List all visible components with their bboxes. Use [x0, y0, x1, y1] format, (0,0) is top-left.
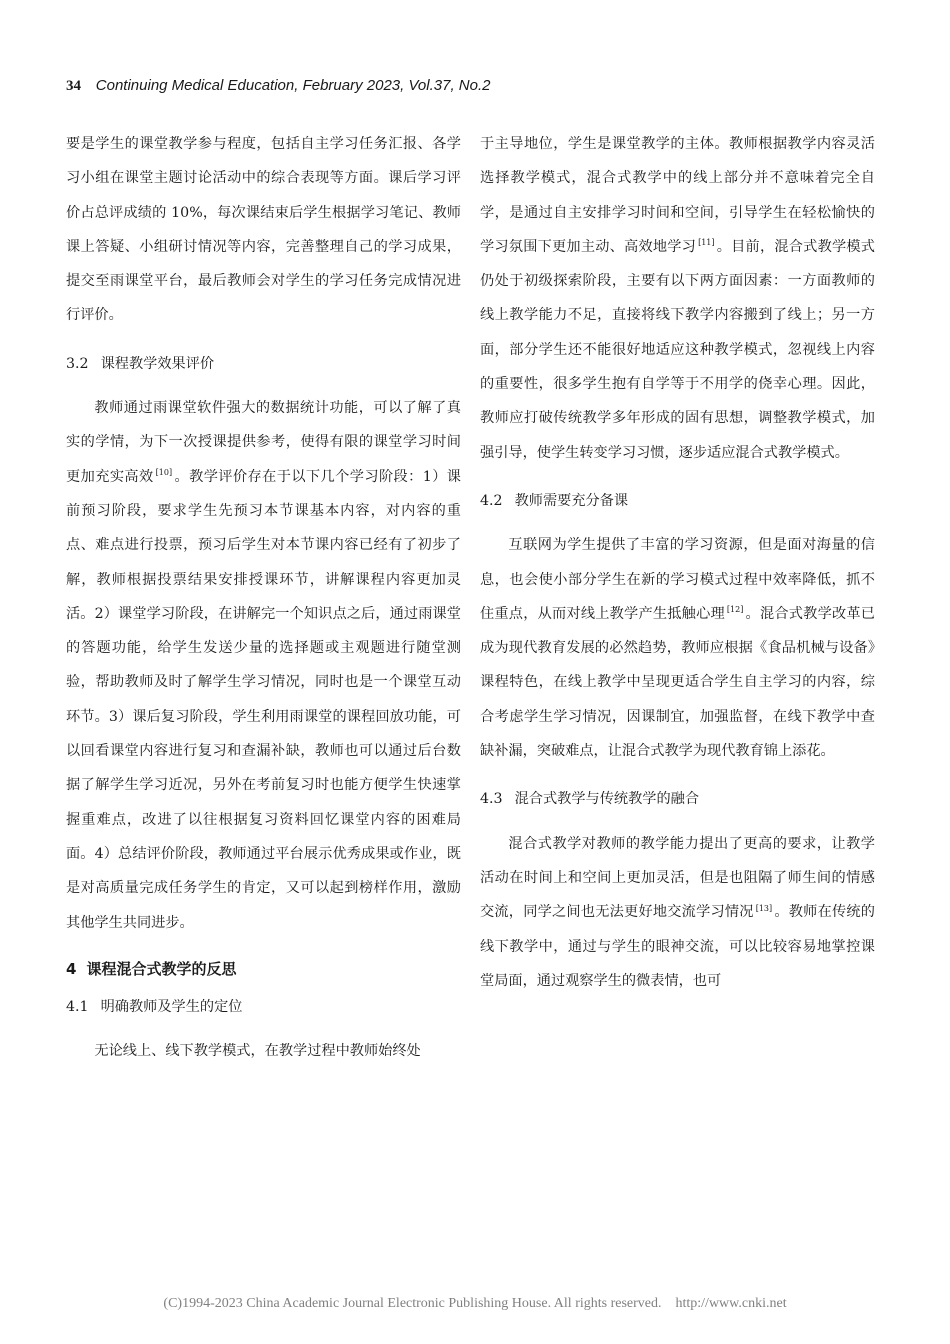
paragraph-3-2 [66, 391, 461, 940]
citation-ref: [13] [755, 903, 773, 913]
section-number: 4.2 [480, 492, 503, 509]
paragraph-4-3 [480, 827, 875, 998]
section-title: 混合式教学与传统教学的融合 [514, 791, 700, 808]
footer-url[interactable]: http://www.cnki.net [675, 1296, 787, 1311]
section-title: 课程混合式教学的反思 [86, 959, 237, 978]
section-title: 明确教师及学生的定位 [100, 999, 243, 1016]
paragraph-text: 。混合式教学改革已成为现代教育发展的必然趋势，教师应根据《食品机械与设备》课程特色，在线上教学中呈现更适合学生自主学习的内容，综合考虑学生学习情况，因课制宜，加强监督，在线下教学中查缺补漏，突破难点，让混合式教学为现代教育锦上添花。 [480, 605, 875, 760]
section-number: 4.3 [480, 791, 503, 808]
paragraph-text: 于主导地位，学生是课堂教学的主体。教师根据教学内容灵活选择教学模式，混合式教学中的线上部分并不意味着完全自学，是通过自主安排学习时间和空间，引导学生在轻松愉快的学习氛围下更加主动、高效地学习 [480, 136, 875, 255]
section-number: 4 [66, 959, 77, 978]
section-heading-4 [66, 940, 461, 990]
citation-ref: [12] [726, 605, 744, 615]
page-number: 34 [66, 78, 81, 94]
section-title: 课程教学效果评价 [100, 355, 215, 372]
paragraph-continued: 要是学生的课堂教学参与程度，包括自主学习任务汇报、各学习小组在课堂主题讨论活动中的综合表现等方面。课后学习评价占总评成绩的 10%，每次课结束后学生根据学习笔记、教师课上答疑、小组研讨情况等内容，完善整理自己的学习成果，提交至雨课堂平台，最后教师会对学生的学习任务完成情况进行评价。 [66, 136, 461, 324]
citation-ref: [10] [155, 467, 173, 477]
running-header [66, 76, 490, 95]
copyright-footer [0, 1296, 950, 1312]
section-heading-4-3 [480, 768, 875, 826]
paragraph-text: 互联网为学生提供了丰富的学习资源，但是面对海量的信息，也会使小部分学生在新的学习模式过程中效率降低，抓不住重点，从而对线上教学产生抵触心理 [480, 537, 875, 622]
section-number: 4.1 [66, 999, 89, 1016]
right-column [480, 127, 875, 998]
section-heading-4-1 [66, 990, 461, 1034]
section-heading-3-2 [66, 333, 461, 391]
paragraph-text: 混合式教学对教师的教学能力提出了更高的要求，让教学活动在时间上和空间上更加灵活，但是也阻隔了师生间的情感交流，同学之间也无法更好地交流学习情况 [480, 835, 875, 921]
paragraph-4-1-start: 无论线上、线下教学模式，在教学过程中教师始终处 [94, 1043, 421, 1060]
paragraph-text: 。教师在传统的线下教学中，通过与学生的眼神交流，可以比较容易地掌控课堂局面，通过观察学生的微表情，也可 [480, 904, 875, 989]
journal-citation: Continuing Medical Education, February 2023, Vol.37, No.2 [95, 77, 491, 94]
citation-ref: [11] [698, 238, 715, 248]
section-title: 教师需要充分备课 [514, 492, 629, 509]
paragraph-text: 教师通过雨课堂软件强大的数据统计功能，可以了解了真实的学情，为下一次授课提供参考，使得有限的课堂学习时间更加充实高效 [66, 400, 461, 485]
paragraph-text: 。教学评价存在于以下几个学习阶段：1）课前预习阶段，要求学生先预习本节课基本内容，对内容的重点、难点进行投票，预习后学生对本节课内容已经有了初步了解，教师根据投票结果安排授课环节，讲解课程内容更加灵活。2）课堂学习阶段，在讲解完一个知识点之后，通过雨课堂的答题功能，给学生发送少量的选择题或主观题进行随堂测验，帮助教师及时了解学生学习情况，同时也是一个课堂互动环节。3）课后复习阶段，学生利用雨课堂的课程回放功能，可以回看课堂内容进行复习和查漏补缺，教师也可以通过后台数据了解学生学习近况，另外在考前复习时也能方便学生快速掌握重难点，改进了以往根据复习资料回忆课堂内容的困难局面。4）总结评价阶段，教师通过平台展示优秀成果或作业，既是对高质量完成任务学生的肯定，又可以起到榜样作用，激励其他学生共同进步。 [66, 468, 461, 931]
copyright-text: (C)1994-2023 China Academic Journal Electronic Publishing House. All rights reserved. [163, 1296, 662, 1311]
paragraph-4-2 [480, 528, 875, 768]
section-heading-4-2 [480, 470, 875, 528]
left-column [66, 127, 461, 1069]
paragraph-text: 。目前，混合式教学模式仍处于初级探索阶段，主要有以下两方面因素：一方面教师的线上教学能力不足，直接将线下教学内容搬到了线上；另一方面，部分学生还不能很好地适应这种教学模式，忽视线上内容的重要性，很多学生抱有自学等于不用学的侥幸心理。因此，教师应打破传统教学多年形成的固有思想，调整教学模式，加强引导，使学生转变学习习惯，逐步适应混合式教学模式。 [480, 238, 875, 461]
paragraph-4-1-continued [480, 127, 875, 470]
section-number: 3.2 [66, 355, 89, 372]
